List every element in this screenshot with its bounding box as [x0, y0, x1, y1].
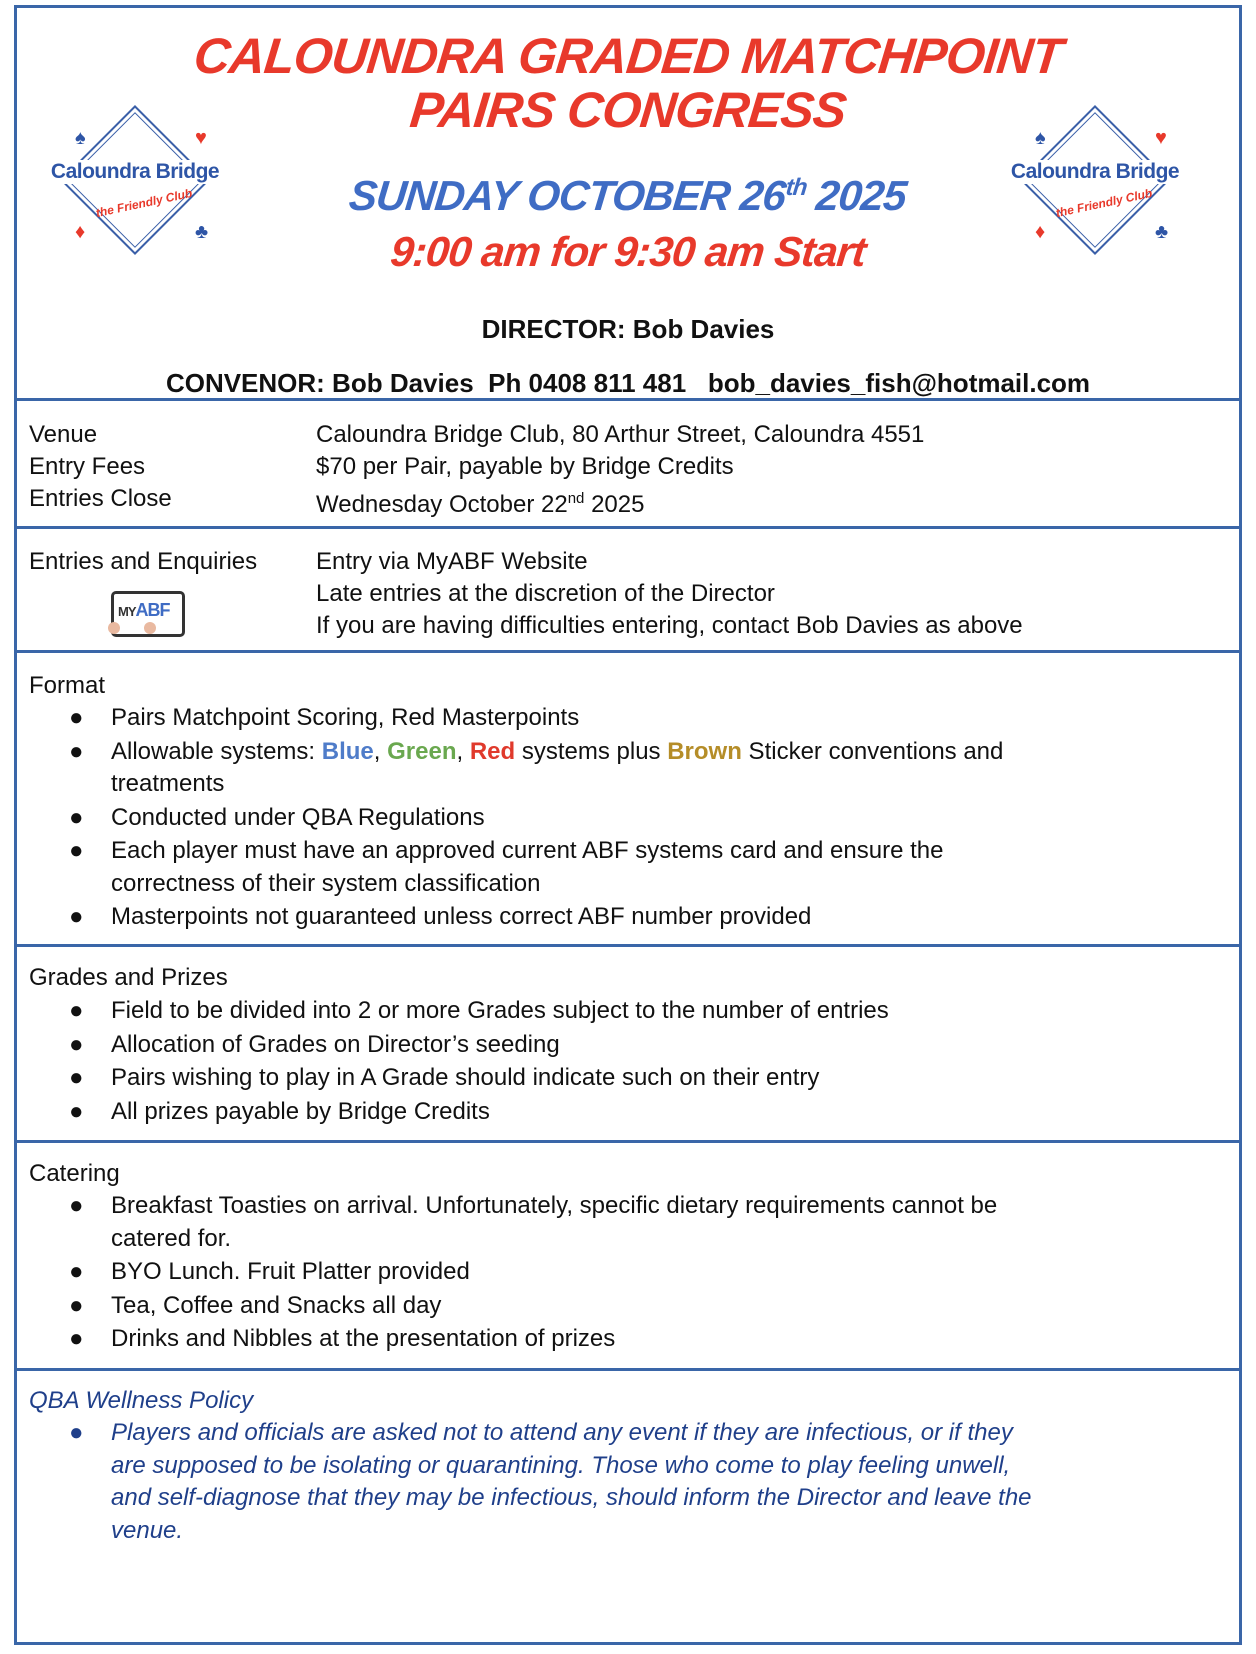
bullet-icon: ●	[69, 837, 84, 864]
venue-label: Venue	[29, 421, 98, 448]
venue-value: Caloundra Bridge Club, 80 Arthur Street, Caloundra 4551	[316, 421, 925, 448]
entries-line-2: Late entries at the discretion of the Director	[316, 580, 775, 607]
club-icon: ♣	[195, 221, 209, 243]
bullet-icon: ●	[69, 1291, 84, 1319]
list-item: ● Allowable systems: Blue, Green, Red systems plus Brown Sticker conventions and treatments	[69, 737, 1004, 797]
list-item: ● Drinks and Nibbles at the presentation of prizes	[17, 1323, 1217, 1356]
entries-line-3: If you are having difficulties entering, contact Bob Davies as above	[316, 612, 1023, 639]
event-title-line2: PAIRS CONGRESS	[407, 82, 849, 138]
convenor-line: CONVENOR: Bob Davies Ph 0408 811 481 bob_davies_fish@hotmail.com	[165, 368, 1091, 398]
list-item: ● Conducted under QBA Regulations	[17, 802, 1217, 835]
bullet-icon: ●	[69, 1097, 84, 1125]
event-date-suffix: th	[784, 174, 809, 201]
list-item: ● BYO Lunch. Fruit Platter provided	[17, 1256, 1217, 1289]
list-item: ● Each player must have an approved current ABF systems card and ensure the correctness of their system classification	[69, 837, 944, 897]
list-item: ● Pairs wishing to play in A Grade should indicate such on their entry	[17, 1062, 1217, 1095]
event-time: 9:00 am for 9:30 am Start	[388, 228, 868, 275]
entry-fees-value: $70 per Pair, payable by Bridge Credits	[316, 453, 734, 480]
entry-fees-label: Entry Fees	[29, 453, 146, 480]
bullet-icon: ●	[69, 1192, 84, 1219]
list-item: ● Players and officials are asked not to attend any event if they are infectious, or if they are supposed to be isolating or quarantining. Those who come to play feeling unwell, and self-diagnose that they may be infectious, should inform the Director and leave the venue.	[69, 1419, 1032, 1544]
format-list	[17, 702, 1217, 935]
entries-close-value	[316, 483, 644, 521]
bullet-icon: ●	[69, 1064, 84, 1091]
entries-label: Entries and Enquiries	[29, 548, 258, 575]
hand-icon	[144, 622, 156, 634]
spade-icon: ♠	[75, 127, 86, 149]
event-date	[14, 166, 1241, 221]
grades-list	[17, 995, 1217, 1129]
list-item: ● Allocation of Grades on Director’s seeding	[17, 1029, 1217, 1062]
diamond-icon: ♦	[1035, 221, 1046, 243]
list-item: ● Pairs Matchpoint Scoring, Red Masterpoints	[17, 702, 1217, 735]
wellness-list	[17, 1417, 1217, 1548]
catering-heading: Catering	[29, 1160, 120, 1187]
entries-close-year: 2025	[584, 491, 645, 518]
list-item: ● Tea, Coffee and Snacks all day	[17, 1290, 1217, 1323]
grades-heading: Grades and Prizes	[29, 964, 228, 991]
list-item: ● Masterpoints not guaranteed unless correct ABF number provided	[17, 901, 1217, 934]
flyer-page	[14, 5, 1242, 1645]
entries-close-label: Entries Close	[29, 485, 172, 512]
event-date-day: SUNDAY OCTOBER 26	[346, 172, 788, 219]
event-date-year: 2025	[803, 172, 909, 219]
wellness-heading: QBA Wellness Policy	[29, 1387, 254, 1414]
bullet-icon: ●	[69, 997, 84, 1024]
list-item: ● Field to be divided into 2 or more Grades subject to the number of entries	[17, 995, 1217, 1028]
director-line: DIRECTOR: Bob Davies	[481, 314, 775, 344]
list-item: ● All prizes payable by Bridge Credits	[17, 1096, 1217, 1129]
diamond-icon: ♦	[75, 221, 86, 243]
spade-icon: ♠	[1035, 127, 1046, 149]
bullet-icon: ●	[69, 1030, 84, 1058]
event-title-line1: CALOUNDRA GRADED MATCHPOINT	[191, 28, 1065, 84]
bullet-icon: ●	[69, 704, 84, 731]
heart-icon: ♥	[195, 127, 207, 149]
bullet-icon: ●	[69, 803, 84, 831]
catering-list	[17, 1190, 1217, 1357]
hand-icon	[108, 622, 120, 634]
logo-tagline: the Friendly Club	[1054, 185, 1154, 221]
myabf-logo-text: MYABF	[118, 600, 170, 620]
heart-icon: ♥	[1155, 127, 1167, 149]
bullet-icon: ●	[69, 1325, 84, 1352]
list-item: ● Breakfast Toasties on arrival. Unfortunately, specific dietary requirements cannot be catered for.	[69, 1192, 998, 1252]
logo-name: Caloundra Bridge	[1005, 160, 1185, 184]
logo-name: Caloundra Bridge	[45, 160, 225, 184]
entries-close-date: Wednesday October 22	[316, 491, 568, 518]
bullet-icon: ●	[69, 1419, 84, 1446]
logo-tagline: the Friendly Club	[94, 185, 194, 221]
bullet-icon: ●	[69, 903, 84, 930]
club-icon: ♣	[1155, 221, 1169, 243]
bullet-icon: ●	[69, 737, 84, 765]
bullet-icon: ●	[69, 1258, 84, 1285]
entries-line-1: Entry via MyABF Website	[316, 548, 588, 575]
myabf-logo[interactable]	[111, 591, 185, 637]
format-heading: Format	[29, 672, 106, 699]
entries-close-suffix: nd	[567, 490, 585, 507]
